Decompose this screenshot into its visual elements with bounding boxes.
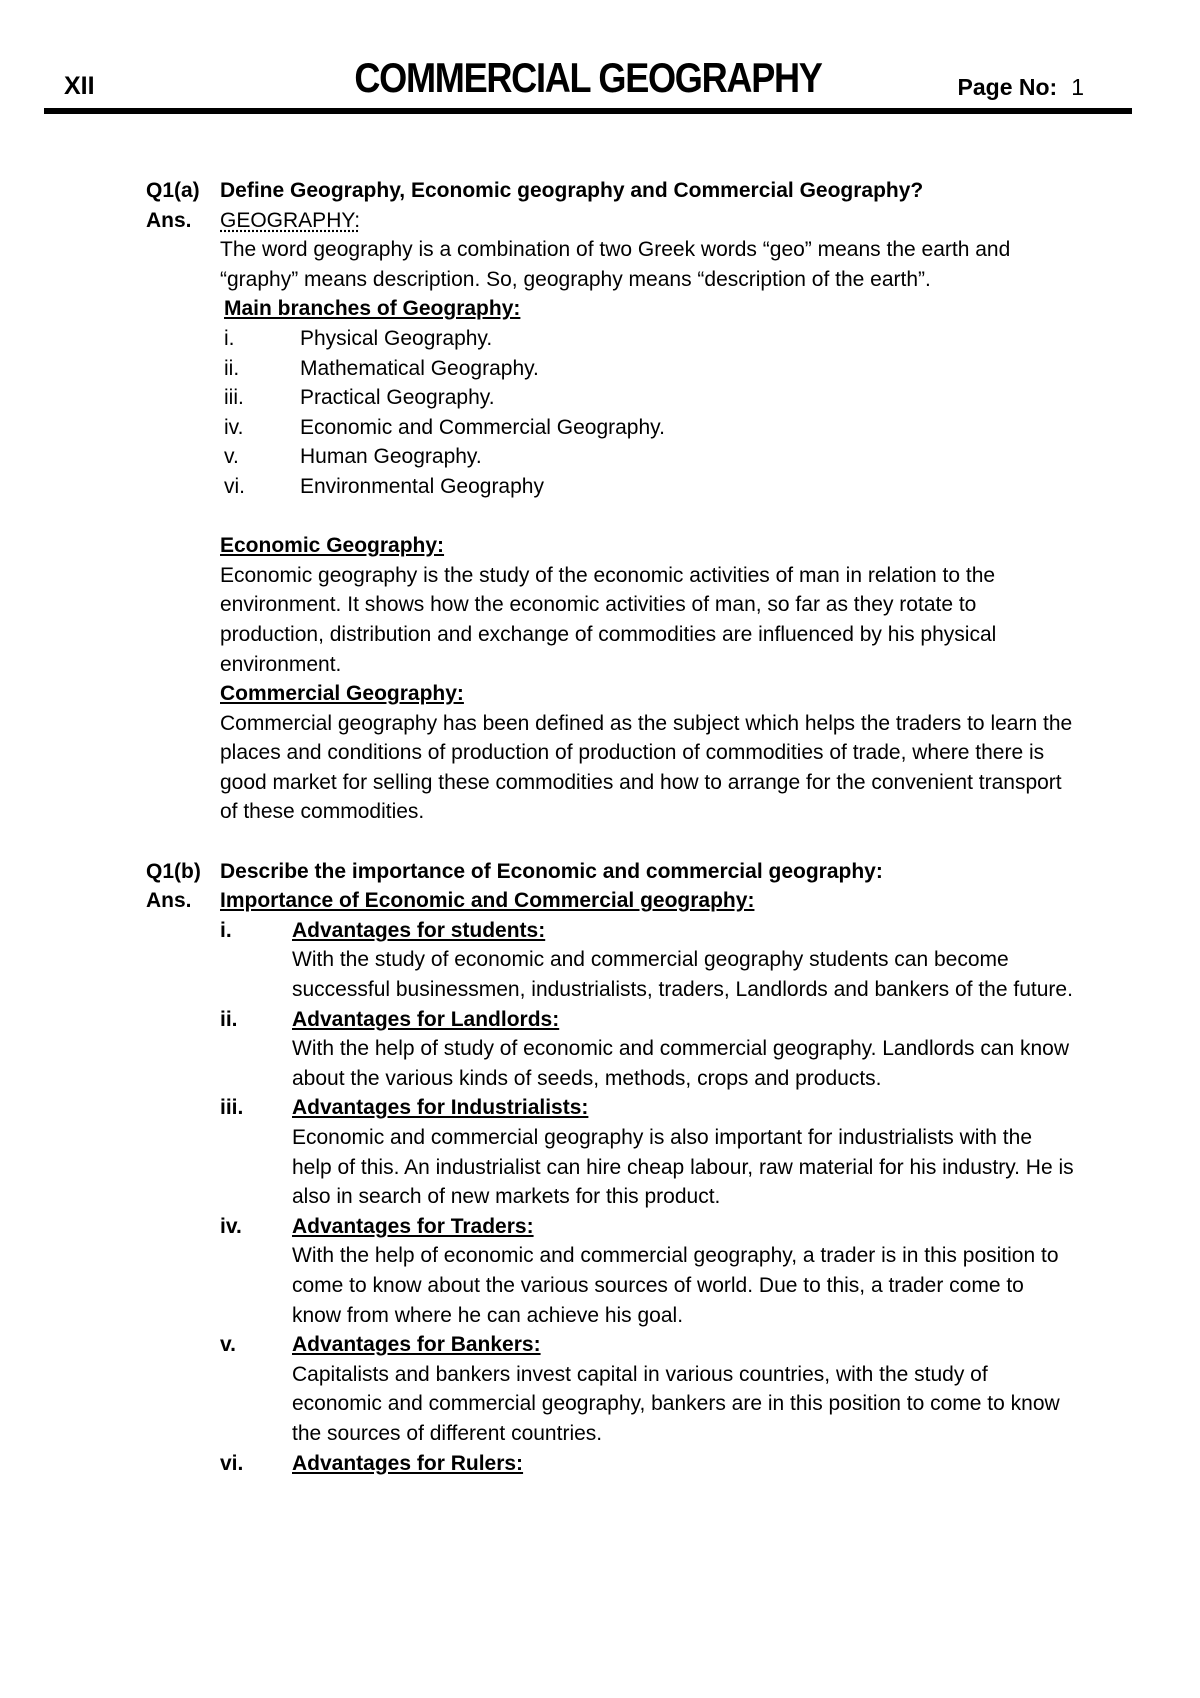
list-item: iv. Economic and Commercial Geography. — [224, 415, 665, 439]
importance-heading: Importance of Economic and Commercial geography: — [220, 889, 755, 913]
list-item: vi. Environmental Geography — [224, 474, 544, 498]
advantage-text: With the help of economic and commercial geography, a trader is in this position to come to know about the various sources of world. Due to this, a trader come to know from where he can achieve his goal. — [292, 1244, 1059, 1327]
list-item: vi. Advantages for Rulers: — [220, 1451, 524, 1475]
document-body — [146, 176, 1076, 1478]
branches-heading: Main branches of Geography: — [224, 297, 521, 321]
question-q1b — [146, 857, 1076, 887]
advantage-text: Capitalists and bankers invest capital in various countries, with the study of economic and commercial geography, bankers are in this position to come to know the sources of different countries. — [292, 1362, 1060, 1445]
commercial-heading: Commercial Geography: — [220, 682, 464, 706]
geography-text: The word geography is a combination of two Greek words “geo” means the earth and “graphy” means description. So, geography means “description of the earth”. — [220, 238, 1011, 291]
economic-geography-section — [220, 531, 1076, 827]
document-title: COMMERCIAL GEOGRAPHY — [354, 54, 822, 101]
commercial-text: Commercial geography has been defined as the subject which helps the traders to learn the places and conditions of production of production of commodities of trade, where there is good market for selling these commodities and how to arrange for the convenient transport of these commodities. — [220, 711, 1073, 824]
header-rule — [44, 108, 1132, 114]
geography-heading: GEOGRAPHY: — [220, 208, 361, 232]
list-item: i. Advantages for students: With the study of economic and commercial geography students can become successful businessmen, industrialists, traders, Landlords and bankers of the future. — [220, 916, 1076, 1005]
economic-text: Economic geography is the study of the economic activities of man in relation to the environment. It shows how the economic activities of man, so far as they rotate to production, distribution and exchange of commodities are influenced by his physical environment. — [220, 563, 997, 676]
advantage-title: Advantages for Rulers: — [292, 1451, 524, 1475]
answer-label: Ans. — [146, 208, 192, 232]
branches-list — [146, 324, 1076, 502]
answer-q1a — [146, 206, 1076, 295]
economic-heading: Economic Geography: — [220, 534, 445, 558]
list-item: iii. Advantages for Industrialists: Economic and commercial geography is also important for industrialists with the help of this. An industrialist can hire cheap labour, raw material for his industry. He is also in search of new markets for this product. — [220, 1093, 1076, 1211]
list-item: ii. Mathematical Geography. — [224, 356, 539, 380]
question-q1a — [146, 176, 1076, 206]
list-item: i. Physical Geography. — [224, 326, 493, 350]
advantage-title: Advantages for Landlords: — [292, 1007, 560, 1031]
advantage-title: Advantages for students: — [292, 918, 546, 942]
page-header — [44, 48, 1132, 114]
question-label: Q1(a) — [146, 179, 200, 202]
advantage-title: Advantages for Industrialists: — [292, 1096, 589, 1120]
question-text: Describe the importance of Economic and commercial geography: — [220, 859, 883, 883]
page-number-block — [958, 74, 1084, 101]
class-label: XII — [64, 72, 95, 100]
answer-label: Ans. — [146, 889, 192, 913]
advantage-text: With the study of economic and commercial geography students can become successful businessmen, industrialists, traders, Landlords and bankers of the future. — [292, 948, 1073, 1002]
answer-body — [220, 206, 1076, 295]
advantage-text: With the help of study of economic and commercial geography. Landlords can know about the various kinds of seeds, methods, crops and products. — [292, 1037, 1070, 1090]
list-item: v. Human Geography. — [224, 445, 482, 469]
advantage-title: Advantages for Traders: — [292, 1214, 534, 1238]
list-item: v. Advantages for Bankers: Capitalists and bankers invest capital in various countries, with the study of economic and commercial geography, bankers are in this position to come to know the sources of different countries. — [220, 1330, 1076, 1448]
list-item: iii. Practical Geography. — [224, 386, 495, 410]
page-number: 1 — [1071, 74, 1084, 100]
advantage-text: Economic and commercial geography is also important for industrialists with the help of this. An industrialist can hire cheap labour, raw material for his industry. He is also in search of new markets for this product. — [292, 1126, 1074, 1209]
question-label: Q1(b) — [146, 859, 201, 883]
advantage-title: Advantages for Bankers: — [292, 1333, 541, 1357]
answer-q1b — [146, 886, 1076, 916]
question-text: Define Geography, Economic geography and Commercial Geography? — [220, 179, 924, 202]
advantages-list — [146, 916, 1076, 1478]
page-label: Page No: — [957, 74, 1058, 100]
list-item: iv. Advantages for Traders: With the help of economic and commercial geography, a trader is in this position to come to know about the various sources of world. Due to this, a trader come to know from where he can achieve his goal. — [220, 1212, 1076, 1330]
list-item: ii. Advantages for Landlords: With the help of study of economic and commercial geography. Landlords can know about the various kinds of seeds, methods, crops and products. — [220, 1005, 1076, 1094]
